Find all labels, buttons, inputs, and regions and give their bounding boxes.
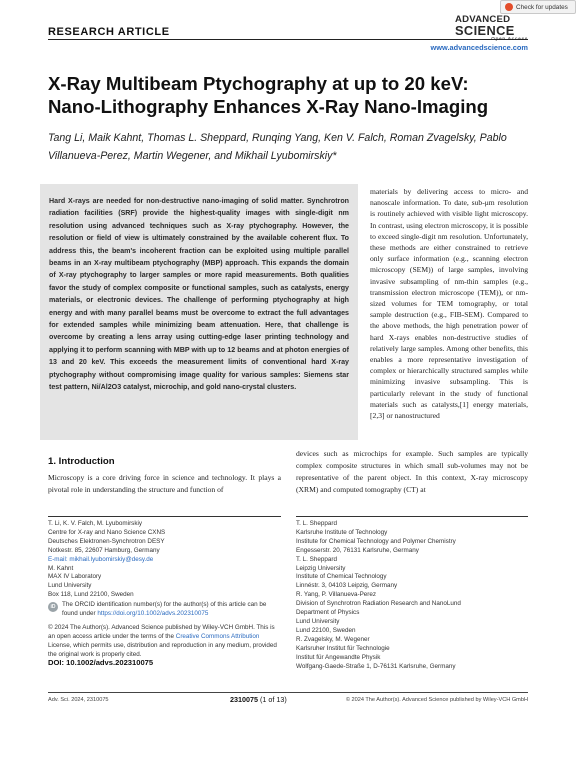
author-list: Tang Li, Maik Kahnt, Thomas L. Sheppard, Runqing Yang, Ken V. Falch, Roman Zvagelsky, Pablo Villanueva-Perez, Martin Wegener, and Mikhail Lyubomirskiy* [48, 132, 507, 162]
affiliation-line: T. L. Sheppard [296, 555, 337, 563]
affiliation-block [48, 520, 281, 565]
affiliation-block [296, 591, 528, 636]
footer-divider [48, 692, 528, 693]
email-link[interactable]: E-mail: mikhail.lyubomirskiy@desy.de [48, 555, 154, 563]
affiliation-line: MAX IV Laboratory [48, 573, 102, 581]
article-number: 2310075 [230, 695, 258, 704]
orcid-text: The ORCID identification number(s) for the author(s) of this article can be found under [62, 601, 267, 617]
affiliation-line: Notkestr. 85, 22607 Hamburg, Germany [48, 546, 160, 554]
introduction-heading: 1. Introduction [48, 456, 115, 467]
affiliation-block [296, 556, 528, 592]
header-divider [48, 39, 528, 40]
affiliation-line: Division of Synchrotron Radiation Research and NanoLund [296, 600, 461, 608]
footer-journal-ref: Adv. Sci. 2024, 2310075 [48, 697, 109, 703]
affiliation-line: Engesserstr. 20, 76131 Karlsruhe, Germany [296, 546, 419, 554]
affiliation-line: Wolfgang-Gaede-Straße 1, D-76131 Karlsruhe, Germany [296, 662, 456, 670]
affiliation-email [48, 556, 281, 565]
logo-line-1: ADVANCED [455, 14, 511, 25]
check-for-updates-label: Check for updates [516, 3, 568, 11]
introduction-text-right: devices such as microchips for example. Such samples are typically complex composite structures in which small sub-volumes may not be representative of the parent object. In this context, X-ray microscopy (XRM) and computed tomography (CT) at [296, 449, 528, 494]
affiliation-line: Institute for Chemical Technology and Polymer Chemistry [296, 537, 456, 545]
affiliation-block [296, 520, 528, 556]
affiliation-line: R. Yang, P. Villanueva-Perez [296, 591, 377, 599]
affiliation-line: Karlsruher Institut für Technologie [296, 644, 390, 652]
affiliation-line: Leipzig University [296, 564, 346, 572]
body-text-right-column: materials by delivering access to micro- and nanoscale information. To date, sub-μm resolution is routinely achieved with visible light microscopy. In contrast, using electron microscopy, it is possible to exceed single-digit nm resolution. Unfortunately, these methods are either constrained to retrieve only surface information (e.g., scanning electron microscopy (SEM)) of large samples, involving invasive subsampling of nm-thin samples (e.g., transmission electron microscope (TEM)), or nm-sized volumes for TEM tomography, or total sample destruction (e.g., FIB-SEM). Compared to the above methods, the high penetration power of hard X-rays enables non-destructive studies of relatively large samples. Among other benefits, this enables a more representative investigation of complex or hierarchically structured samples while minimizing invasive subsampling. This is particularly relevant in the study of functional materials such as catalysts,[1] energy materials,[2,3] or nanostructured [370, 187, 528, 421]
affiliation-line: Lund University [296, 617, 340, 625]
article-title: X-Ray Multibeam Ptychography at up to 20 keV: Nano-Lithography Enhances X-Ray Nano-Imaging [48, 73, 489, 117]
affiliation-line: T. Li, K. V. Falch, M. Lyubomirskiy [48, 520, 143, 527]
affiliation-line: R. Zvagelsky, M. Wegener [296, 635, 370, 643]
doi-line: DOI: 10.1002/advs.202310075 [48, 658, 154, 667]
abstract-box [40, 184, 358, 440]
affiliation-block [48, 565, 281, 601]
orcid-text-wrap [62, 601, 281, 619]
affiliation-block [296, 636, 528, 672]
orcid-link[interactable]: https://doi.org/10.1002/advs.202310075 [97, 609, 209, 617]
license-link[interactable]: Creative Commons Attribution [175, 632, 260, 640]
affiliation-line: Lund University [48, 582, 92, 590]
footer-copyright: © 2024 The Author(s). Advanced Science published by Wiley-VCH GmbH [345, 697, 528, 703]
page-indicator: (1 of 13) [259, 695, 287, 704]
affiliation-line: Lund 22100, Sweden [296, 626, 356, 634]
affiliations-divider-right [296, 516, 528, 517]
affiliation-line: Box 118, Lund 22100, Sweden [48, 591, 134, 599]
abstract-text: Hard X-rays are needed for non-destructive nano-imaging of solid matter. Synchrotron radiation facilities (SRF) provide the highest-quality images with single-digit nm resolution using advanced techniques such as X-ray ptychography. However, the resolution or field of view is ultimately constrained by the available coherent flux. To address this, the beam's incoherent fraction can be exploited using multiple parallel beams in an X-ray multibeam ptychography (MBP) approach. This expands the domain of X-ray ptychography to larger samples or more rapid measurements. Both qualities favor the study of complex composite or functional samples, such as catalysts, energy materials, or electronic devices. The challenge of performing ptychography at high energy and with many parallel beams must be overcome to extract the full advantages for extended samples while minimizing beam attenuation. Here, that challenge is overcome by creating a lens array using cutting-edge laser printing technology and applying it to perform scanning with MBP with up to 12 beams and at photon energies of 13 and 20 keV. This exceeds the measurement limits of conventional hard X-ray ptychography without compromising image quality for various samples: Siemens star test pattern, Ni/Al2O3 catalyst, microchip, and gold nano-crystal clusters. [49, 197, 349, 392]
check-for-updates-button[interactable] [500, 0, 576, 14]
affiliations-divider-left [48, 516, 281, 517]
affiliation-line: Institut für Angewandte Physik [296, 653, 381, 661]
license-note [48, 624, 281, 660]
orcid-note [48, 601, 281, 619]
affiliations-left [48, 520, 281, 600]
affiliation-line: M. Kahnt [48, 564, 74, 572]
update-badge-icon [505, 3, 513, 11]
footer-article-number [230, 695, 287, 704]
journal-url-link[interactable]: www.advancedscience.com [430, 43, 528, 52]
orcid-icon: iD [48, 602, 58, 612]
affiliation-line: Department of Physics [296, 609, 360, 617]
affiliation-line: Linnéstr. 3, 04103 Leipzig, Germany [296, 582, 398, 590]
affiliation-line: Centre for X-ray and Nano Science CXNS [48, 528, 166, 536]
affiliation-line: Karlsruhe Institute of Technology [296, 528, 388, 536]
affiliation-line: Institute of Chemical Technology [296, 573, 387, 581]
affiliation-line: Deutsches Elektronen-Synchrotron DESY [48, 537, 165, 545]
introduction-text-left: Microscopy is a core driving force in science and technology. It plays a pivotal role in understanding the structure and function of [48, 473, 281, 494]
logo-line-2: SCIENCE [455, 22, 515, 38]
affiliations-right [296, 520, 528, 671]
license-text-2: License, which permits use, distribution and reproduction in any medium, provided the original work is properly cited. [48, 641, 277, 658]
license-text-1: © 2024 The Author(s). Advanced Science published by Wiley-VCH GmbH. This is an open access article under the terms of the [48, 624, 275, 640]
section-label: RESEARCH ARTICLE [48, 26, 170, 38]
affiliation-line: T. L. Sheppard [296, 520, 337, 527]
